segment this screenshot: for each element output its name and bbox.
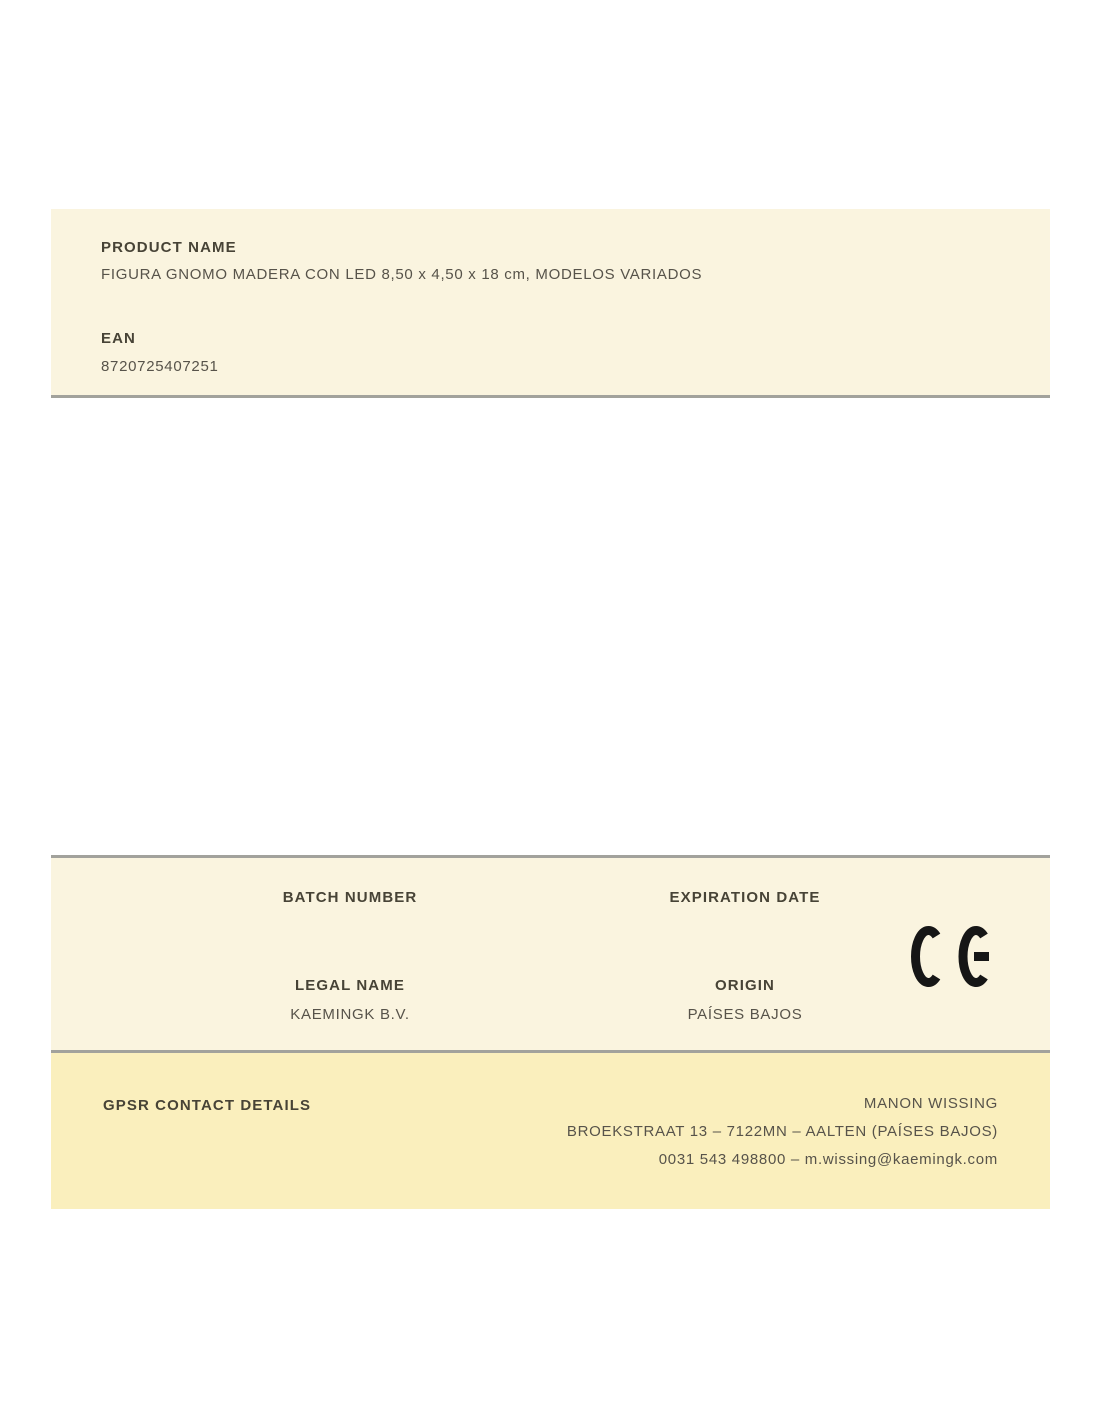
gpsr-contact-block	[567, 1090, 998, 1174]
batch-number-label: BATCH NUMBER	[282, 889, 418, 906]
contact-name: MANON WISSING	[863, 1095, 998, 1112]
ean-label: EAN	[101, 330, 136, 347]
product-name-label: PRODUCT NAME	[101, 239, 237, 256]
product-info-panel	[51, 209, 1050, 398]
ean-value: 8720725407251	[101, 358, 219, 375]
legal-name-value: KAEMINGK B.V.	[290, 1006, 410, 1023]
product-name-value: FIGURA GNOMO MADERA CON LED 8,50 x 4,50 x 18 cm, MODELOS VARIADOS	[101, 266, 703, 283]
expiration-date-label: EXPIRATION DATE	[669, 889, 821, 906]
gpsr-contact-details-label: GPSR CONTACT DETAILS	[103, 1097, 312, 1114]
traceability-panel	[51, 855, 1050, 1053]
contact-address: BROEKSTRAAT 13 – 7122MN – AALTEN (PAÍSES BAJOS)	[566, 1123, 998, 1140]
origin-value: PAÍSES BAJOS	[687, 1006, 803, 1023]
origin-label: ORIGIN	[715, 977, 775, 994]
legal-name-label: LEGAL NAME	[295, 977, 405, 994]
ce-mark-icon	[911, 925, 995, 993]
contact-phone-email: 0031 543 498800 – m.wissing@kaemingk.com	[658, 1151, 998, 1168]
gpsr-contact-panel	[51, 1053, 1050, 1209]
